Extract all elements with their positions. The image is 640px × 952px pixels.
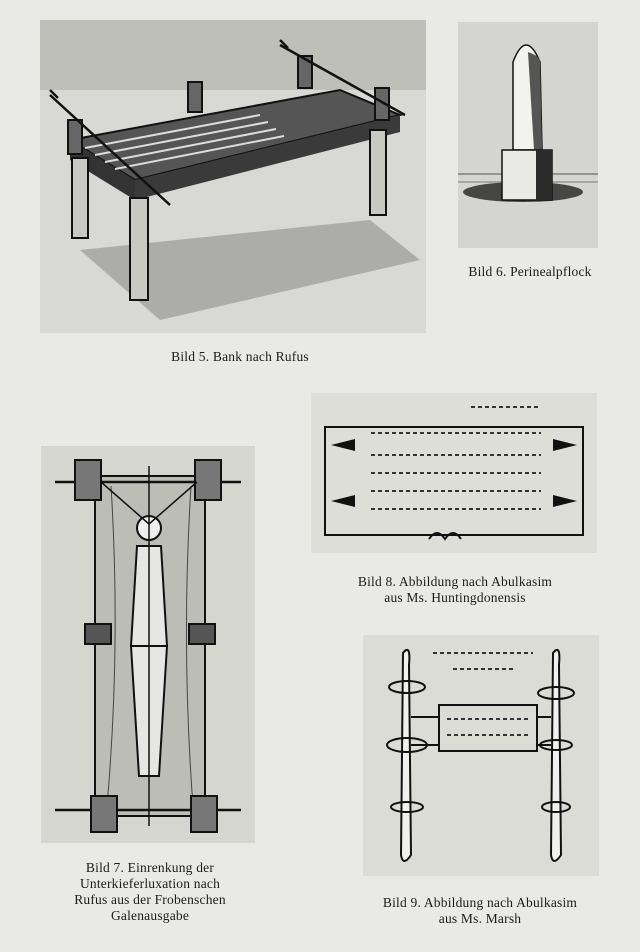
figure-8-caption	[310, 574, 600, 606]
figure-7-caption-line-1: Bild 7. Einrenkung der	[85, 860, 215, 875]
perineal-peg-illustration	[458, 22, 598, 248]
abulkasim-marsh-illustration	[363, 635, 599, 876]
figure-7-caption-line-3: Rufus aus der Frobenschen	[74, 892, 226, 907]
figure-8-caption-line-2: aus Ms. Huntingdonensis	[384, 590, 526, 605]
figure-9-caption	[355, 895, 605, 927]
abulkasim-huntingdonensis-illustration	[311, 393, 597, 553]
figure-9-plate	[363, 635, 599, 876]
figure-8-plate	[311, 393, 597, 553]
figure-8-caption-line-1: Bild 8. Abbildung nach Abulkasim	[357, 574, 553, 589]
figure-7-plate	[41, 446, 255, 843]
figure-7-caption-line-4: Galenausgabe	[110, 908, 190, 923]
figure-6-caption: Bild 6. Perinealpflock	[468, 264, 592, 279]
figure-5-bench-plate	[40, 20, 426, 333]
bench-illustration	[40, 20, 426, 333]
figure-9-caption-line-2: aus Ms. Marsh	[438, 911, 522, 926]
figure-9-caption-line-1: Bild 9. Abbildung nach Abulkasim	[382, 895, 578, 910]
jaw-dislocation-reduction-illustration	[41, 446, 255, 843]
figure-7-caption	[40, 860, 260, 924]
figure-7-caption-line-2: Unterkieferluxation nach	[79, 876, 221, 891]
figure-6-peg-plate	[458, 22, 598, 248]
figure-5-caption: Bild 5. Bank nach Rufus	[171, 349, 309, 364]
